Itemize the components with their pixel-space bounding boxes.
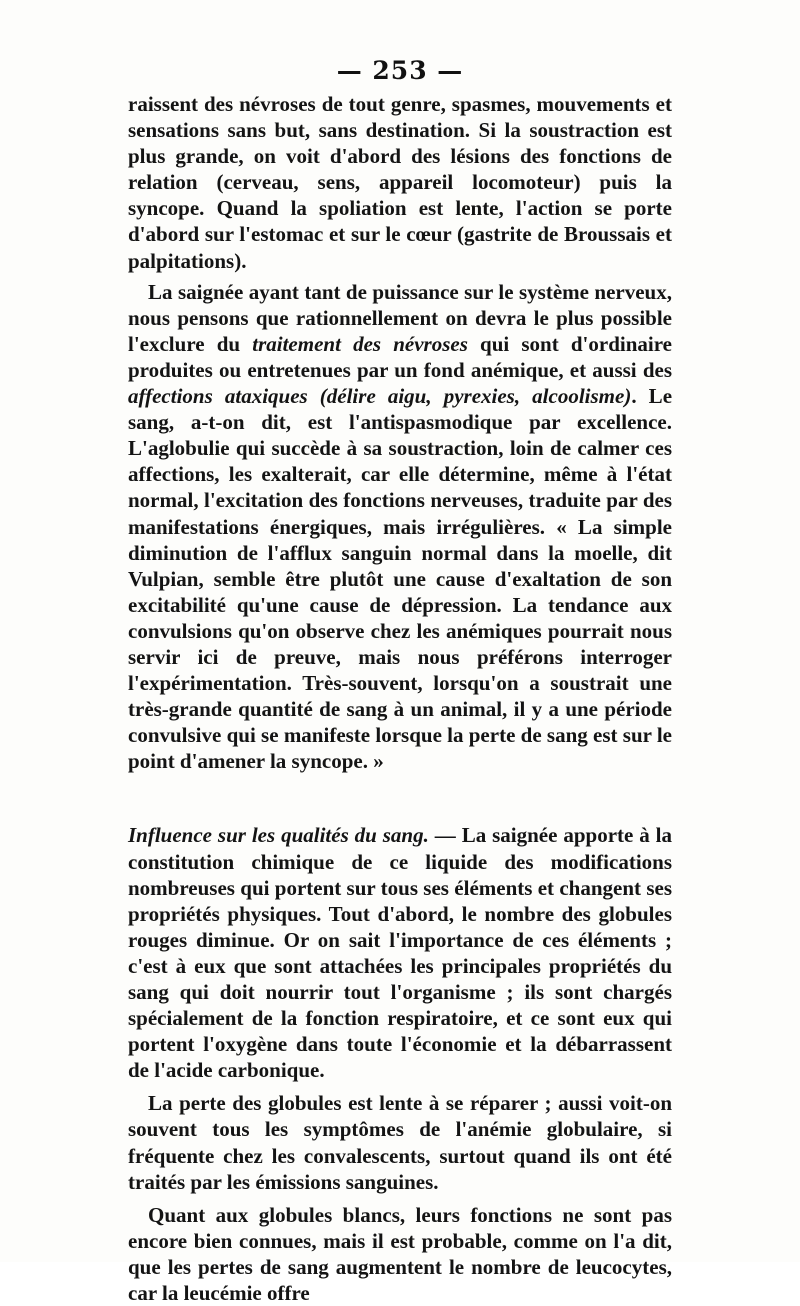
paragraph-globules-blancs: Quant aux globules blancs, leurs fonctions ne sont pas encore bien connues, mais il est probable, comme on l'a dit, que les pertes de sang augmentent le nombre de leucocytes, car la leucémie offre	[128, 1202, 672, 1306]
paragraph-text: qui sont d'ordinaire produites ou entretenues par un fond anémique, et aussi des	[128, 331, 672, 382]
paragraph-text: La saignée ayant tant de puissance sur le système nerveux, nous pensons que rationnellement on devra le plus possible l'exclure du	[128, 279, 672, 356]
page-number: — 253 —	[336, 56, 464, 85]
paragraph-continuation: raissent des névroses de tout genre, spasmes, mouvements et sensations sans but, sans destination. Si la soustraction est plus grande, on voit d'abord des lésions des fonctions de relation (cerveau, sens, appareil locomoteur) puis la syncope. Quand la spoliation est lente, l'action se porte d'abord sur l'estomac et sur le cœur (gastrite de Broussais et palpitations).	[128, 92, 672, 273]
section-heading: Influence sur les qualités du sang.	[128, 823, 429, 848]
paragraph-influence-qualites-sang	[128, 822, 672, 1083]
paragraph-saignee-systeme-nerveux	[128, 279, 672, 775]
body-text	[128, 91, 672, 1306]
italic-phrase: traitement des névroses	[252, 331, 468, 356]
paragraph-text: . Le sang, a-t-on dit, est l'antispasmodique par excellence. L'aglobulie qui succède à sa soustraction, loin de calmer ces affections, les exalterait, car elle détermine, même à l'état normal, l'excitation des fonctions nerveuses, traduite par des manifestations énergiques, mais irrégulières. « La simple diminution de l'afflux sanguin normal dans la moelle, dit Vulpian, semble être plutôt une cause d'exaltation de son excitabilité qu'une cause de dépression. La tendance aux convulsions qu'on observe chez les anémiques pourrait nous servir ici de preuve, mais nous préférons interroger l'expérimentation. Très-souvent, lorsqu'on a soustrait une très-grande quantité de sang à un animal, il y a une période convulsive qui se manifeste lorsque la perte de sang est sur le point d'amener la syncope. »	[128, 384, 673, 774]
italic-phrase: affections ataxiques (délire aigu, pyrexies, alcoolisme)	[128, 384, 632, 409]
paragraph-perte-globules: La perte des globules est lente à se réparer ; aussi voit-on souvent tous les symptômes de l'anémie globulaire, si fréquente chez les convalescents, surtout quand ils ont été traités par les émissions sanguines.	[128, 1091, 672, 1194]
paragraph-text: — La saignée apporte à la constitution chimique de ce liquide des modifications nombreuses qui portent sur tous ses éléments et changent ses propriétés physiques. Tout d'abord, le nombre des globules rouges diminue. Or on sait l'importance de ces éléments ; c'est à eux que sont attachées les principales propriétés du sang qui doit nourrir tout l'organisme ; ils sont chargés spécialement de la fonction respiratoire, et ce sont eux qui portent l'oxygène dans toute l'économie et la débarrassent de l'acide carbonique.	[128, 823, 673, 1083]
